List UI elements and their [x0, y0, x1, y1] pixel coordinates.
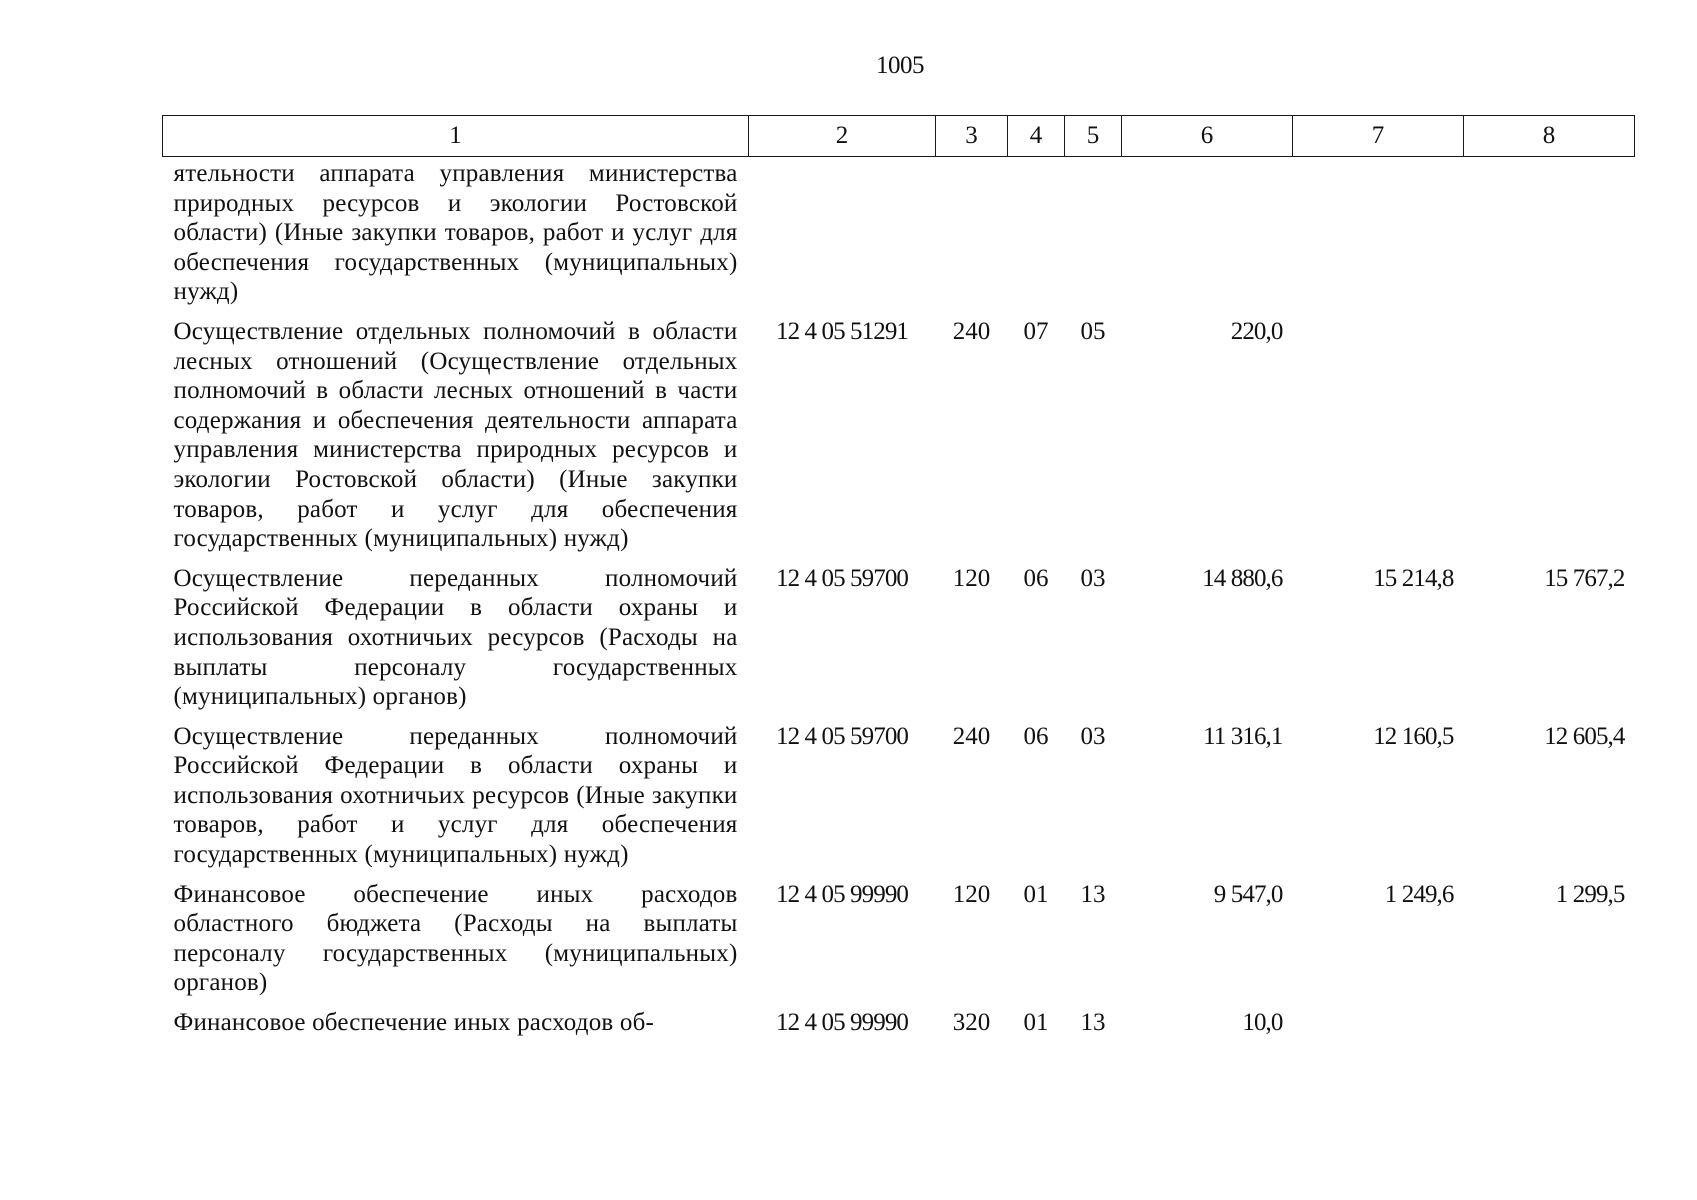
table-row — [163, 880, 1635, 1008]
row-expense-type: 120 — [952, 880, 991, 908]
table-row — [163, 157, 1635, 317]
column-header-2: 2 — [749, 116, 936, 157]
row-section: 01 — [1023, 880, 1049, 908]
row-expense-type — [936, 157, 1008, 317]
row-target-code: 12 4 05 59700 — [775, 564, 909, 592]
row-subsection — [1065, 157, 1122, 317]
row-amount-col7: 15 214,8 — [1373, 564, 1454, 592]
row-expense-type: 120 — [952, 564, 991, 592]
row-amount-col7: 12 160,5 — [1373, 722, 1454, 750]
table-row — [163, 564, 1635, 722]
row-subsection: 03 — [1080, 564, 1106, 592]
table-body — [163, 157, 1635, 1048]
row-amount-col8 — [1464, 157, 1635, 317]
row-amount-col8: 15 767,2 — [1544, 564, 1625, 592]
row-amount-col6: 220,0 — [1230, 317, 1283, 345]
row-subsection: 03 — [1080, 722, 1106, 750]
row-description: Осуществление переданных полномочий Российской Федерации в области охраны и использования охотничьих ресурсов (Расходы на выплаты персоналу государственных (муниципальных) органов) — [173, 564, 738, 711]
row-amount-col6 — [1122, 157, 1293, 317]
row-amount-col8 — [1464, 317, 1635, 564]
row-target-code: 12 4 05 99990 — [775, 1009, 909, 1037]
row-section: 01 — [1023, 1009, 1049, 1037]
column-header-7: 7 — [1293, 116, 1464, 157]
row-amount-col8 — [1464, 1008, 1635, 1048]
row-target-code: 12 4 05 59700 — [775, 722, 909, 750]
row-amount-col7 — [1293, 317, 1464, 564]
column-header-3: 3 — [936, 116, 1008, 157]
table-row — [163, 1008, 1635, 1048]
row-section: 06 — [1023, 722, 1049, 750]
column-header-8: 8 — [1464, 116, 1635, 157]
row-section — [1008, 157, 1065, 317]
row-amount-col6: 10,0 — [1242, 1009, 1283, 1037]
row-subsection: 13 — [1080, 880, 1106, 908]
row-amount-col7 — [1293, 1008, 1464, 1048]
row-target-code: 12 4 05 99990 — [775, 880, 909, 908]
table-row — [163, 317, 1635, 564]
row-subsection: 05 — [1080, 317, 1106, 345]
row-section: 06 — [1023, 564, 1049, 592]
row-description: Финансовое обеспечение иных расходов об- — [173, 1009, 655, 1037]
row-description: Осуществление отдельных полномочий в области лесных отношений (Осуществление отдельных полномочий в области лесных отношений в части содержания и обеспечения деятельности аппарата управления министерства природных ресурсов и экологии Ростовской области) (Иные закупки товаров, работ и услуг для обеспечения государственных (муниципальных) нужд) — [173, 317, 738, 553]
column-header-6: 6 — [1122, 116, 1293, 157]
page-number: 1005 — [876, 52, 924, 79]
row-section: 07 — [1023, 317, 1049, 345]
row-description: Осуществление переданных полномочий Российской Федерации в области охраны и использования охотничьих ресурсов (Иные закупки товаров, работ и услуг для обеспечения государственных (муниципальных) нужд) — [173, 722, 738, 869]
row-amount-col8: 12 605,4 — [1544, 722, 1625, 750]
row-expense-type: 240 — [952, 317, 991, 345]
budget-table — [162, 115, 1635, 1048]
budget-table-container — [162, 115, 1634, 1048]
row-amount-col7: 1 249,6 — [1384, 880, 1454, 908]
row-amount-col8: 1 299,5 — [1555, 880, 1625, 908]
row-expense-type: 320 — [952, 1009, 991, 1037]
row-amount-col6: 14 880,6 — [1202, 564, 1283, 592]
column-header-5: 5 — [1065, 116, 1122, 157]
row-description: Финансовое обеспечение иных расходов областного бюджета (Расходы на выплаты персоналу государственных (муниципальных) органов) — [173, 880, 738, 997]
row-amount-col6: 11 316,1 — [1203, 722, 1283, 750]
table-header — [163, 116, 1635, 157]
row-target-code: 12 4 05 51291 — [775, 317, 909, 345]
table-row — [163, 722, 1635, 880]
column-header-1: 1 — [163, 116, 749, 157]
header-row — [163, 116, 1635, 157]
row-amount-col6: 9 547,0 — [1213, 880, 1283, 908]
row-subsection: 13 — [1080, 1009, 1106, 1037]
column-header-4: 4 — [1008, 116, 1065, 157]
row-target-code — [749, 157, 936, 317]
row-expense-type: 240 — [952, 722, 991, 750]
row-description: ятельности аппарата управления министерства природных ресурсов и экологии Ростовской области) (Иные закупки товаров, работ и услуг для обеспечения государственных (муниципальных) нужд) — [173, 160, 738, 306]
row-amount-col7 — [1293, 157, 1464, 317]
